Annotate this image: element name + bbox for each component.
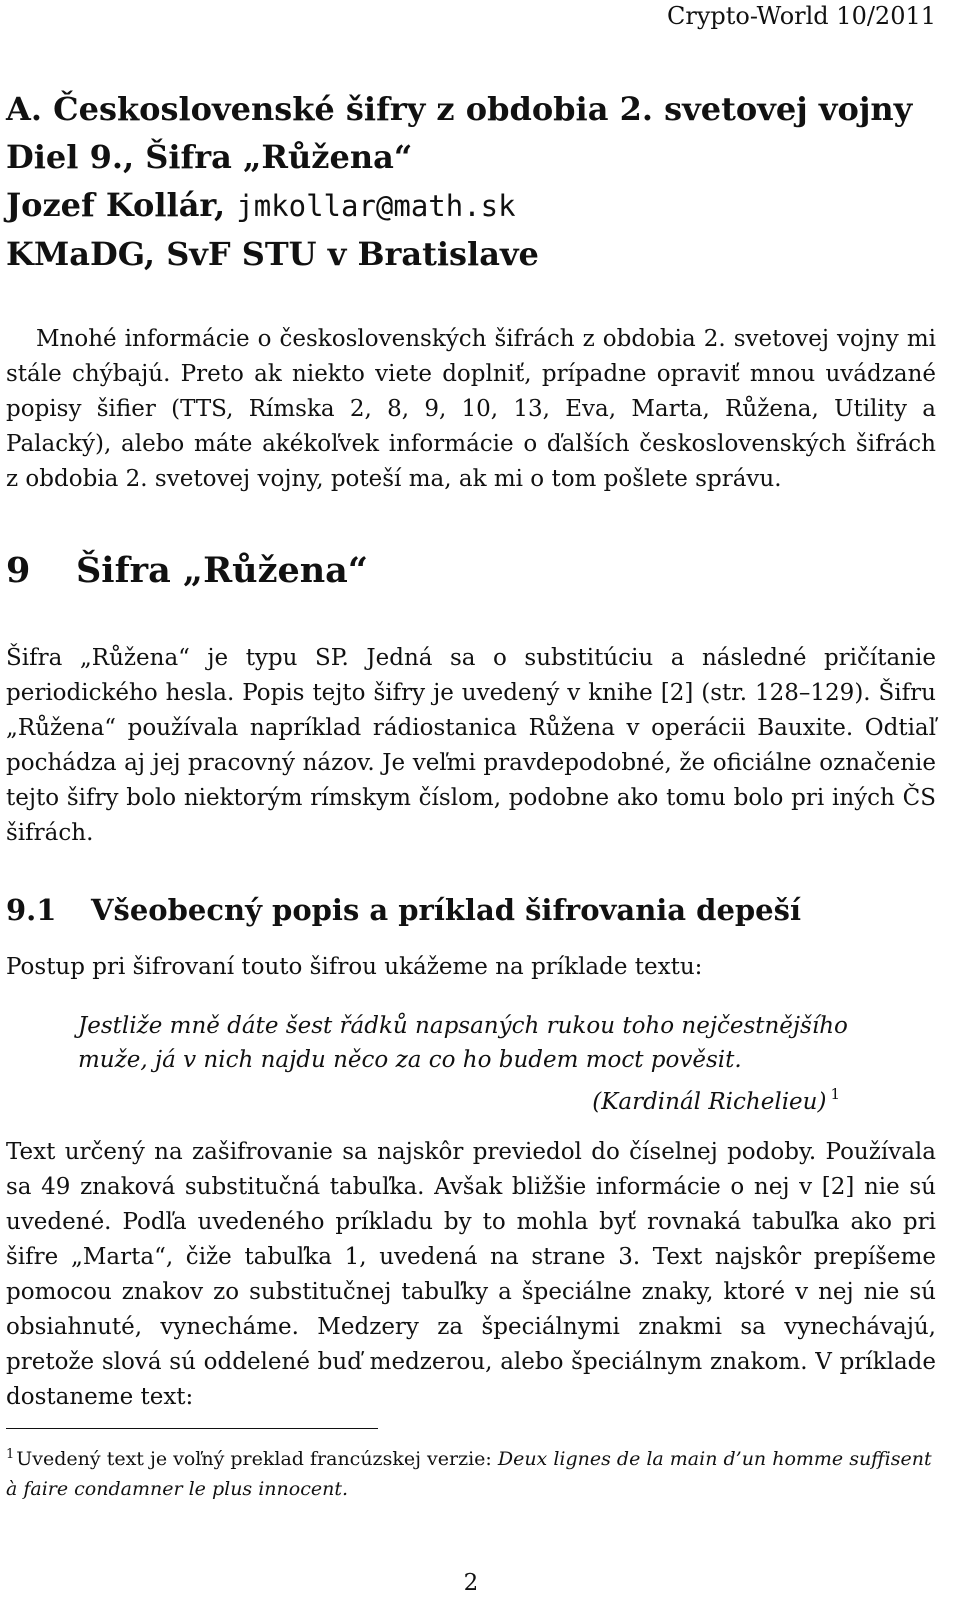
quotation (78, 1009, 868, 1119)
footnote-reference[interactable]: 1 (830, 1085, 840, 1103)
subsection-heading (6, 893, 801, 927)
quote-author: (Kardinál Richelieu) (592, 1089, 827, 1115)
author-email[interactable]: jmkollar@math.sk (236, 189, 516, 223)
running-header: Crypto-World 10/2011 (667, 2, 936, 30)
footnote-text: Uvedený text je voľný preklad francúzskej verzie: (16, 1448, 498, 1470)
section-title: Šifra „Růžena“ (76, 550, 368, 591)
subsection-title: Všeobecný popis a príklad šifrovania depeší (91, 893, 801, 927)
quote-line-1: Jestliže mně dáte šest řádků napsaných rukou toho nejčestnějšího (78, 1013, 848, 1039)
article-title-block (6, 85, 912, 278)
footnote-divider (6, 1428, 378, 1429)
section-heading (6, 550, 368, 591)
page-number: 2 (463, 1570, 479, 1596)
subsection-lead: Postup pri šifrovaní touto šifrou ukážeme na príklade textu: (6, 954, 703, 980)
document-page (6, 0, 936, 1609)
section-number: 9 (6, 550, 31, 591)
footnote-italic-text: Deux lignes de la main d’un homme suffisent à faire condamner le plus innocent. (6, 1448, 932, 1500)
section-paragraph: Šifra „Růžena“ je typu SP. Jedná sa o substitúciu a následné pričítanie periodického hesla. Popis tejto šifry je uvedený v knihe [2] (str. 128–129). Šifru „Růžena“ používala napríklad rádiostanica Růžena v operácii Bauxite. Odtiaľ pochádza aj jej pracovný názov. Je veľmi pravdepodobné, že oficiálne označenie tejto šifry bolo niektorým rímskym číslom, podobne ako tomu bolo pri iných ČS šifrách. (6, 645, 936, 846)
author-line (6, 181, 912, 230)
footnote (6, 1440, 936, 1504)
author-name: Jozef Kollár, (6, 186, 237, 224)
intro-paragraph: Mnohé informácie o československých šifrách z obdobia 2. svetovej vojny mi stále chýbajú. Preto ak niekto viete doplniť, prípadne opraviť mnou uvádzané popisy šifier (TTS, Rímska 2, 8, 9, 10, 13, Eva, Marta, Růžena, Utility a Palacký), alebo máte akékoľvek informácie o ďalších československých šifrách z obdobia 2. svetovej vojny, poteší ma, ak mi o tom pošlete správu. (6, 326, 936, 492)
subsection-number: 9.1 (6, 893, 57, 927)
subsection-body: Text určený na zašifrovanie sa najskôr previedol do číselnej podoby. Používala sa 49 znaková substitučná tabuľka. Avšak bližšie informácie o nej v [2] nie sú uvedené. Podľa uvedeného príkladu by to mohla byť rovnaká tabuľka ako pri šifre „Marta“, čiže tabuľka 1, uvedená na strane 3. Text najskôr prepíšeme pomocou znakov zo substitučnej tabuľky a špeciálne znaky, ktoré v nej nie sú obsiahnuté, vynecháme. Medzery za špeciálnymi znakmi sa vynechávajú, pretože slová sú oddelené buď medzerou, alebo špeciálnym znakom. V príklade dostaneme text: (6, 1139, 936, 1410)
quote-author-line (78, 1077, 868, 1119)
article-title: A. Československé šifry z obdobia 2. svetovej vojny (6, 90, 913, 128)
quote-line-2: muže, já v nich najdu něco za co ho budem moct pověsit. (78, 1047, 742, 1073)
article-subtitle: Diel 9., Šifra „Růžena“ (6, 138, 413, 176)
author-affiliation: KMaDG, SvF STU v Bratislave (6, 235, 539, 273)
footnote-mark: 1 (6, 1447, 15, 1462)
